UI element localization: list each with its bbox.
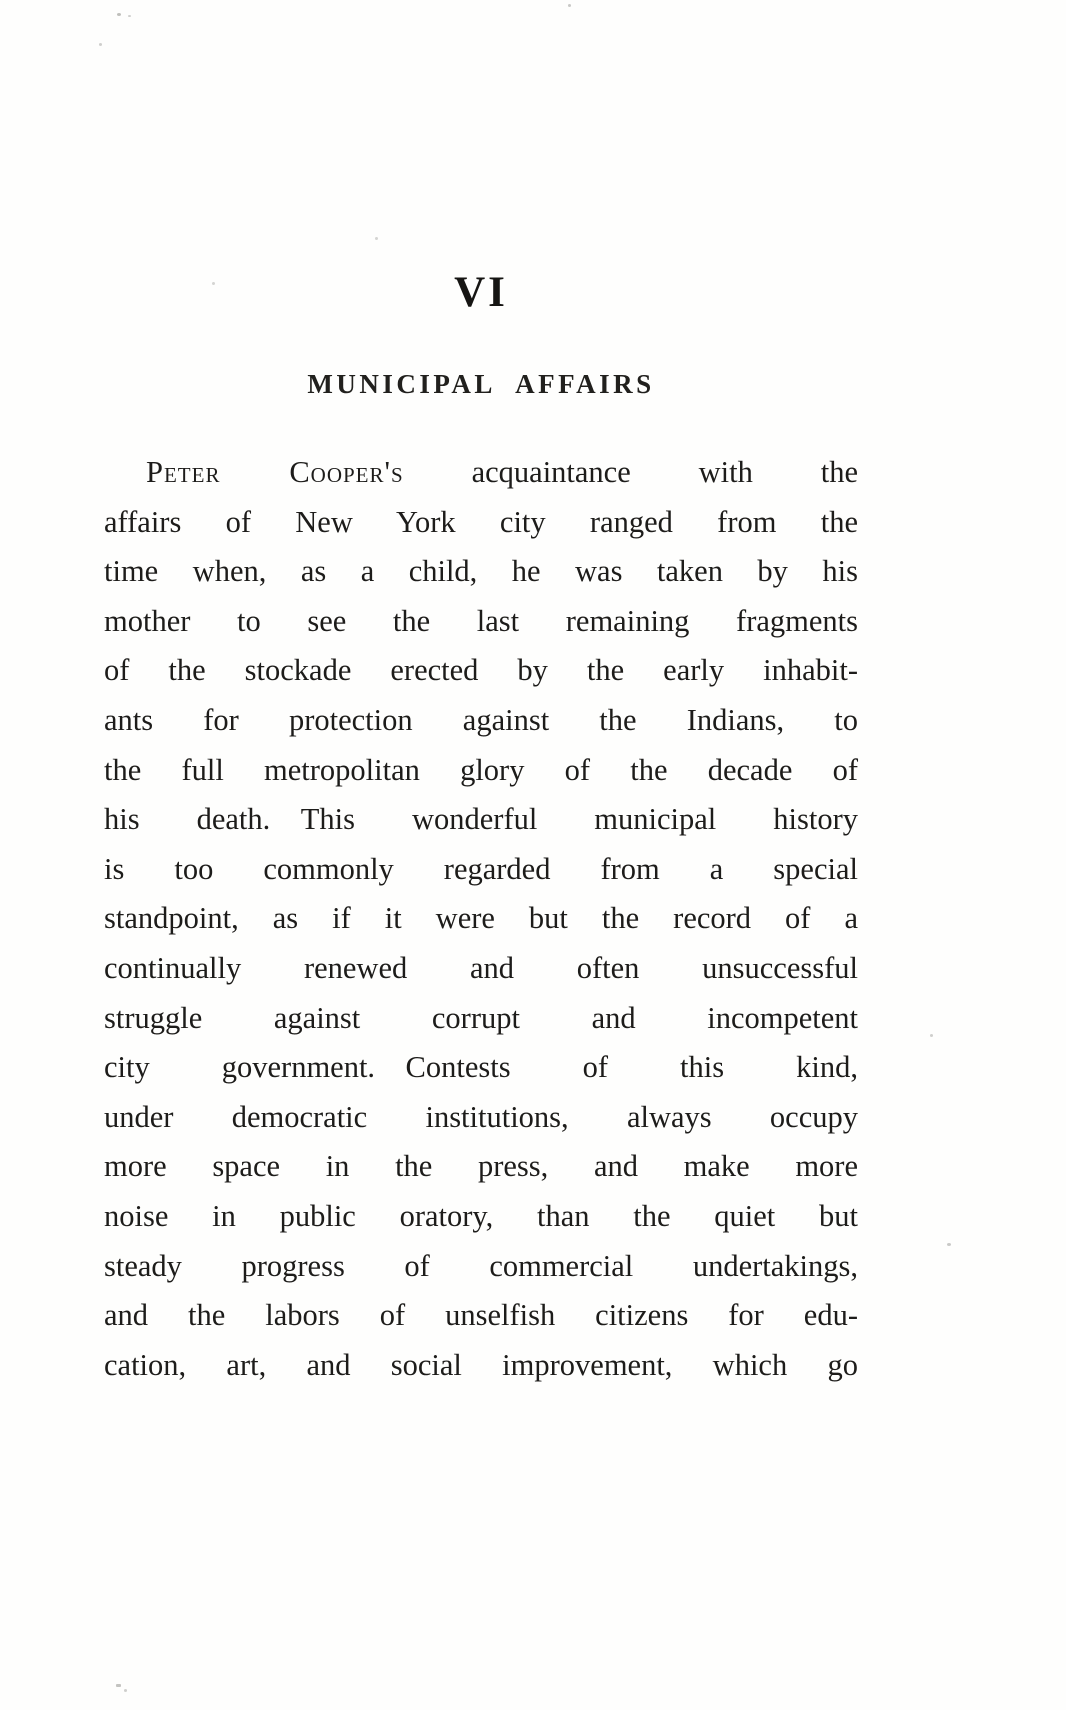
text-line: struggle against corrupt and incompetent (104, 1000, 858, 1035)
text-line-rest: acquaintance with the (471, 455, 858, 489)
text-line: ants for protection against the Indians, to (104, 702, 858, 737)
text-line: cation, art, and social improvement, which go (104, 1347, 858, 1382)
text-line: affairs of New York city ranged from the (104, 504, 858, 539)
text-line: more space in the press, and make more (104, 1149, 858, 1184)
text-line: of the stockade erected by the early inhabit- (104, 653, 858, 688)
chapter-number: VI (454, 269, 508, 316)
text-line: noise in public oratory, than the quiet but (104, 1198, 858, 1233)
text-line: city government. Contests of this kind, (104, 1050, 858, 1085)
body-paragraph (104, 448, 858, 1390)
text-block (104, 0, 858, 1390)
lead-small-caps: Peter Cooper's (146, 455, 404, 489)
text-line: his death. This wonderful municipal history (104, 802, 858, 837)
text-line: the full metropolitan glory of the decade of (104, 752, 858, 787)
text-line: and the labors of unselfish citizens for edu- (104, 1298, 858, 1333)
text-line: steady progress of commercial undertakings, (104, 1248, 858, 1283)
text-line: standpoint, as if it were but the record of a (104, 901, 858, 936)
scan-speck (930, 1034, 933, 1037)
text-line: time when, as a child, he was taken by his (104, 554, 858, 589)
scan-speck (124, 1689, 127, 1692)
text-line: mother to see the last remaining fragments (104, 603, 858, 638)
scan-speck (947, 1243, 951, 1246)
text-line (104, 448, 858, 498)
text-line: under democratic institutions, always occupy (104, 1099, 858, 1134)
section-title: MUNICIPAL AFFAIRS (307, 369, 655, 399)
text-line: continually renewed and often unsuccessful (104, 950, 858, 985)
text-line: is too commonly regarded from a special (104, 851, 858, 886)
scan-speck (116, 1684, 121, 1687)
scan-speck (99, 43, 102, 46)
